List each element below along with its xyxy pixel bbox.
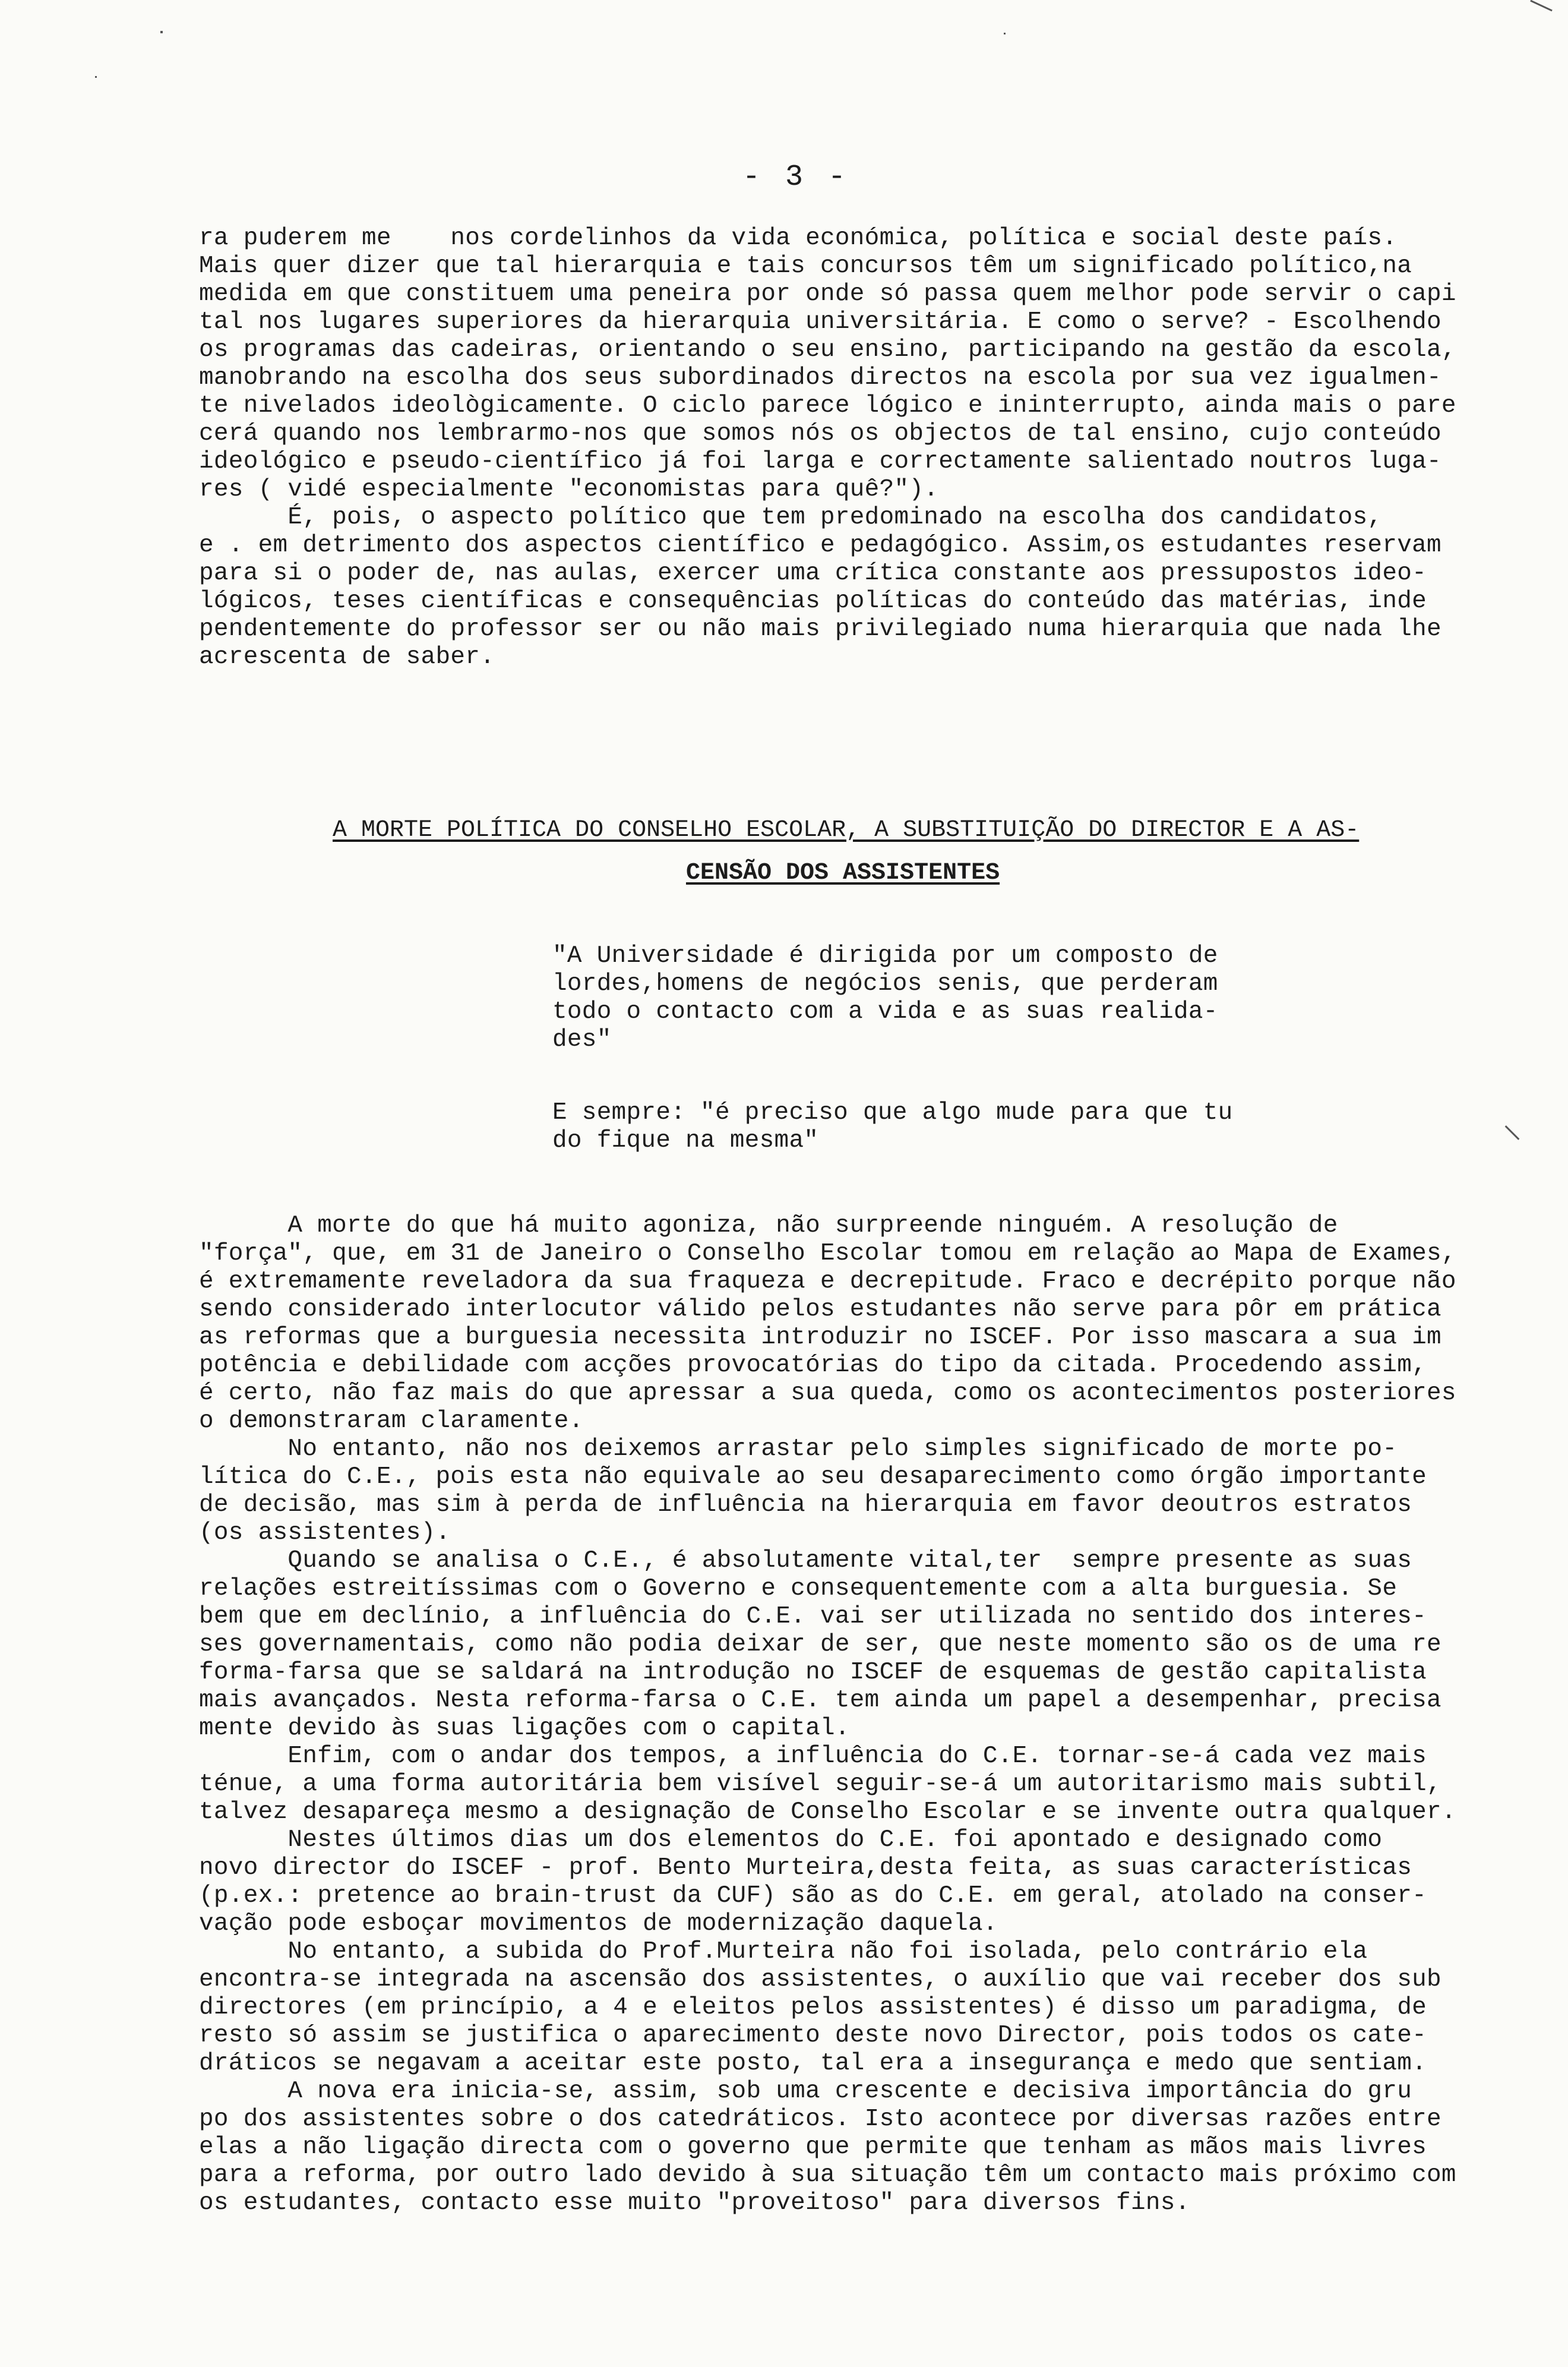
text-line: para a reforma, por outro lado devido à sua situação têm um contacto mais próximo com (199, 2161, 1456, 2189)
text-line: tal nos lugares superiores da hierarquia universitária. E como o serve? - Escolhendo (199, 308, 1441, 336)
text-line: o demonstraram claramente. (199, 1407, 584, 1435)
text-line: (os assistentes). (199, 1519, 451, 1547)
text-line: os estudantes, contacto esse muito "proveitoso" para diversos fins. (199, 2189, 1190, 2217)
text-line: (p.ex.: pretence ao brain-trust da CUF) são as do C.E. em geral, atolado na conser- (199, 1882, 1427, 1910)
text-line: e . em detrimento dos aspectos científico e pedagógico. Assim,os estudantes reservam (199, 532, 1441, 559)
text-line: "A Universidade é dirigida por um composto de (552, 942, 1218, 970)
text-line: "força", que, em 31 de Janeiro o Conselho Escolar tomou em relação ao Mapa de Exames, (199, 1240, 1456, 1267)
text-line: sendo considerado interlocutor válido pelos estudantes não serve para pôr em prática (199, 1296, 1441, 1323)
text-line: todo o contacto com a vida e as suas realida- (552, 998, 1218, 1025)
text-line: é extremamente reveladora da sua fraqueza e decrepitude. Fraco e decrépito porque não (199, 1268, 1456, 1295)
text-line: Quando se analisa o C.E., é absolutamente vital,ter sempre presente as suas (199, 1547, 1412, 1574)
text-line: pendentemente do professor ser ou não mais privilegiado numa hierarquia que nada lhe (199, 616, 1441, 643)
text-line: relações estreitíssimas com o Governo e consequentemente com a alta burguesia. Se (199, 1575, 1398, 1602)
text-line: talvez desapareça mesmo a designação de Conselho Escolar e se invente outra qualquer. (199, 1798, 1456, 1826)
text-line: novo director do ISCEF - prof. Bento Murteira,desta feita, as suas características (199, 1854, 1412, 1882)
text-line: forma-farsa que se saldará na introdução no ISCEF de esquemas de gestão capitalista (199, 1659, 1427, 1686)
text-line: é certo, não faz mais do que apressar a sua queda, como os acontecimentos posteriores (199, 1380, 1456, 1407)
text-line: ideológico e pseudo-científico já foi larga e correctamente salientado noutros luga- (199, 448, 1441, 475)
text-line: acrescenta de saber. (199, 643, 495, 671)
text-line: Nestes últimos dias um dos elementos do C.E. foi apontado e designado como (199, 1826, 1383, 1854)
text-line: E sempre: "é preciso que algo mude para que tu (552, 1099, 1233, 1126)
text-line: Enfim, com o andar dos tempos, a influência do C.E. tornar-se-á cada vez mais (199, 1743, 1427, 1770)
text-line: medida em que constituem uma peneira por onde só passa quem melhor pode servir o capi (199, 280, 1456, 308)
text-line: para si o poder de, nas aulas, exercer uma crítica constante aos pressupostos ideo- (199, 560, 1427, 587)
text-line: de decisão, mas sim à perda de influência na hierarquia em favor deoutros estratos (199, 1491, 1412, 1519)
text-line: encontra-se integrada na ascensão dos assistentes, o auxílio que vai receber dos sub (199, 1966, 1441, 1993)
text-line: te nivelados ideològicamente. O ciclo parece lógico e ininterrupto, ainda mais o pare (199, 392, 1456, 419)
text-line: lordes,homens de negócios senis, que perderam (552, 970, 1218, 998)
text-line: des" (552, 1026, 612, 1053)
text-line: cerá quando nos lembrarmo-nos que somos nós os objectos de tal ensino, cujo conteúdo (199, 420, 1441, 447)
scan-speck (1505, 1125, 1520, 1140)
text-line: directores (em princípio, a 4 e eleitos pelos assistentes) é disso um paradigma, de (199, 1994, 1427, 2021)
text-line: ra puderem me nos cordelinhos da vida económica, política e social deste país. (199, 225, 1398, 252)
text-line: No entanto, não nos deixemos arrastar pelo simples significado de morte po- (199, 1435, 1398, 1463)
text-line: elas a não ligação directa com o governo que permite que tenham as mãos mais livres (199, 2134, 1427, 2161)
text-line: as reformas que a burguesia necessita introduzir no ISCEF. Por isso mascara a sua im (199, 1324, 1441, 1351)
text-line: vação pode esboçar movimentos de modernização daquela. (199, 1910, 998, 1937)
text-line: potência e debilidade com acções provocatórias do tipo da citada. Procedendo assim, (199, 1352, 1427, 1379)
scan-speck (95, 76, 97, 78)
text-line: lógicos, teses científicas e consequências políticas do conteúdo das matérias, inde (199, 588, 1427, 615)
section-heading-line-2: CENSÃO DOS ASSISTENTES (686, 860, 1000, 886)
text-line: po dos assistentes sobre o dos catedráticos. Isto acontece por diversas razões entre (199, 2106, 1441, 2133)
intro-paragraphs (199, 225, 1458, 671)
text-line: A morte do que há muito agoniza, não surpreende ninguém. A resolução de (199, 1212, 1338, 1239)
text-line: res ( vidé especialmente "economistas para quê?"). (199, 476, 939, 503)
text-line: mais avançados. Nesta reforma-farsa o C.E. tem ainda um papel a desempenhar, precisa (199, 1687, 1441, 1714)
text-line: No entanto, a subida do Prof.Murteira não foi isolada, pelo contrário ela (199, 1938, 1368, 1965)
text-line: ténue, a uma forma autoritária bem visível seguir-se-á um autoritarismo mais subtil, (199, 1770, 1441, 1798)
text-line: É, pois, o aspecto político que tem predominado na escolha dos candidatos, (199, 504, 1383, 531)
section-heading-line-1: A MORTE POLÍTICA DO CONSELHO ESCOLAR, A SUBSTITUIÇÃO DO DIRECTOR E A AS- (333, 817, 1360, 844)
scan-speck (160, 31, 163, 33)
text-line: dráticos se negavam a aceitar este posto, tal era a insegurança e medo que sentiam. (199, 2050, 1427, 2077)
text-line: do fique na mesma" (552, 1127, 819, 1154)
epigraph-quote-1 (552, 942, 1218, 1054)
text-line: A nova era inicia-se, assim, sob uma crescente e decisiva importância do gru (199, 2078, 1412, 2105)
text-line: ses governamentais, como não podia deixar de ser, que neste momento são os de uma re (199, 1631, 1441, 1658)
text-line: bem que em declínio, a influência do C.E. vai ser utilizada no sentido dos interes- (199, 1603, 1427, 1630)
text-line: lítica do C.E., pois esta não equivale ao seu desaparecimento como órgão importante (199, 1463, 1427, 1491)
page-number: - 3 - (742, 160, 850, 194)
scan-speck (1004, 33, 1006, 34)
text-line: os programas das cadeiras, orientando o seu ensino, participando na gestão da escola, (199, 336, 1456, 364)
epigraph-quote-2 (552, 1099, 1233, 1155)
text-line: resto só assim se justifica o aparecimento deste novo Director, pois todos os cate- (199, 2022, 1427, 2049)
text-line: Mais quer dizer que tal hierarquia e tais concursos têm um significado político,na (199, 253, 1412, 280)
body-paragraphs (199, 1212, 1458, 2217)
scan-speck (1530, 0, 1553, 11)
text-line: mente devido às suas ligações com o capital. (199, 1715, 850, 1742)
text-line: manobrando na escolha dos seus subordinados directos na escola por sua vez igualmen- (199, 364, 1441, 392)
